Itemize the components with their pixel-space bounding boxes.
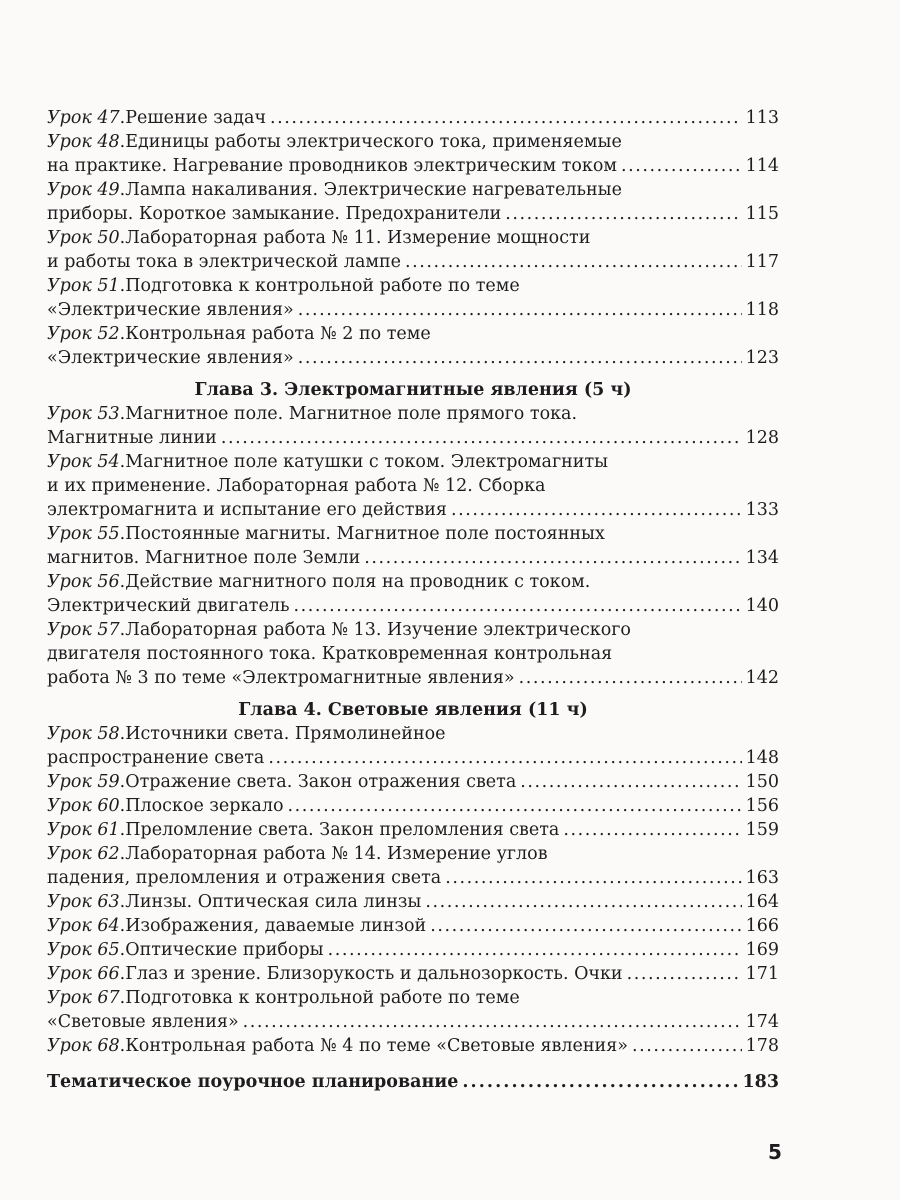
lesson-label-separator: . xyxy=(119,572,126,592)
lesson-title: Подготовка к контрольной работе по теме xyxy=(125,276,520,296)
lesson-label-separator: . xyxy=(119,916,126,936)
page-ref: 174 xyxy=(745,1012,779,1032)
toc-entry xyxy=(47,794,779,818)
lesson-title: Электрический двигатель xyxy=(47,596,290,616)
toc-entry xyxy=(47,618,779,690)
toc-entry xyxy=(47,450,779,522)
page-ref: 166 xyxy=(745,916,779,936)
lesson-label: Урок 54 xyxy=(47,452,120,472)
page-ref: 123 xyxy=(745,348,779,368)
toc-entry xyxy=(47,842,779,890)
page-ref: 148 xyxy=(745,748,779,768)
lesson-title: Глаз и зрение. Близорукость и дальнозоркость. Очки xyxy=(125,964,623,984)
page-ref: 134 xyxy=(745,548,779,568)
toc-entry xyxy=(47,130,779,178)
lesson-label: Урок 55 xyxy=(47,524,120,544)
lesson-title: Постоянные магниты. Магнитное поле постоянных xyxy=(125,524,605,544)
toc-entry-line xyxy=(47,226,779,250)
lesson-label: Урок 59 xyxy=(47,772,120,792)
lesson-title: «Электрические явления» xyxy=(47,348,294,368)
dot-leader xyxy=(364,546,741,570)
toc-entry-line xyxy=(47,746,779,770)
lesson-title: Магнитные линии xyxy=(47,428,217,448)
toc-entry-line xyxy=(47,106,779,130)
lesson-label-separator: . xyxy=(119,940,126,960)
dot-leader xyxy=(627,962,742,986)
lesson-title: Изображения, даваемые линзой xyxy=(125,916,427,936)
lesson-title: «Световые явления» xyxy=(47,1012,239,1032)
lesson-label: Урок 53 xyxy=(47,404,120,424)
toc-entry-line xyxy=(47,986,779,1010)
toc-entry-line xyxy=(47,298,779,322)
page-ref: 115 xyxy=(745,204,779,224)
toc-entry-line xyxy=(47,570,779,594)
lesson-label: Урок 64 xyxy=(47,916,120,936)
toc-entry-line xyxy=(47,842,779,866)
toc-entry xyxy=(47,914,779,938)
dot-leader xyxy=(405,250,742,274)
lesson-title: Магнитное поле. Магнитное поле прямого тока. xyxy=(125,404,578,424)
chapter-heading: Глава 4. Световые явления (11 ч) xyxy=(238,700,588,720)
page-ref: 178 xyxy=(745,1036,779,1056)
lesson-title: электромагнита и испытание его действия xyxy=(47,500,447,520)
toc-entry-line xyxy=(47,914,779,938)
dot-leader xyxy=(519,666,742,690)
lesson-label-separator: . xyxy=(119,180,126,200)
dot-leader xyxy=(425,890,741,914)
toc-entry-line xyxy=(47,962,779,986)
toc-entry-line xyxy=(47,794,779,818)
toc-entry-line xyxy=(47,250,779,274)
lesson-title: Лабораторная работа № 13. Изучение электрического xyxy=(125,620,631,640)
lesson-label: Урок 56 xyxy=(47,572,120,592)
lesson-label-separator: . xyxy=(119,324,126,344)
toc-entry xyxy=(47,938,779,962)
lesson-title: Лабораторная работа № 14. Измерение углов xyxy=(125,844,548,864)
lesson-label-separator: . xyxy=(119,524,126,544)
lesson-title: двигателя постоянного тока. Кратковременная контрольная xyxy=(47,644,613,664)
lesson-label: Урок 47 xyxy=(47,108,120,128)
dot-leader xyxy=(462,1070,738,1094)
toc-entry-line xyxy=(47,274,779,298)
lesson-title: Магнитное поле катушки с током. Электромагниты xyxy=(125,452,609,472)
dot-leader xyxy=(505,202,741,226)
lesson-title: Лампа накаливания. Электрические нагревательные xyxy=(125,180,622,200)
lesson-label: Урок 57 xyxy=(47,620,120,640)
lesson-title: приборы. Короткое замыкание. Предохранители xyxy=(47,204,502,224)
lesson-label: Урок 52 xyxy=(47,324,120,344)
toc-entry xyxy=(47,274,779,322)
toc-entry xyxy=(47,986,779,1034)
lesson-title: Единицы работы электрического тока, применяемые xyxy=(125,132,622,152)
lesson-title: Оптические приборы xyxy=(125,940,324,960)
toc-entry-line xyxy=(47,322,779,346)
toc-entry xyxy=(47,522,779,570)
lesson-title: Решение задач xyxy=(125,108,267,128)
toc-entry-line xyxy=(47,770,779,794)
page-number: 5 xyxy=(768,1140,782,1164)
lesson-title: и работы тока в электрической лампе xyxy=(47,252,402,272)
lesson-label: Урок 62 xyxy=(47,844,120,864)
toc-entry-line xyxy=(47,130,779,154)
lesson-title: Лабораторная работа № 11. Измерение мощности xyxy=(125,228,591,248)
toc-entry-line xyxy=(47,474,779,498)
dot-leader xyxy=(430,914,741,938)
dot-leader xyxy=(268,746,741,770)
lesson-label: Урок 68 xyxy=(47,1036,120,1056)
page-ref: 140 xyxy=(745,596,779,616)
page-ref: 159 xyxy=(745,820,779,840)
toc-entry xyxy=(47,226,779,274)
lesson-label: Урок 51 xyxy=(47,276,120,296)
lesson-title: и их применение. Лабораторная работа № 12. Сборка xyxy=(47,476,546,496)
lesson-label-separator: . xyxy=(119,796,126,816)
lesson-title: распространение света xyxy=(47,748,265,768)
toc-entry-line xyxy=(47,866,779,890)
dot-leader xyxy=(328,938,742,962)
lesson-title: Контрольная работа № 2 по теме xyxy=(125,324,431,344)
lesson-label-separator: . xyxy=(119,452,126,472)
page-ref: 169 xyxy=(745,940,779,960)
lesson-label-separator: . xyxy=(119,620,126,640)
dot-leader xyxy=(298,346,742,370)
lesson-title: Контрольная работа № 4 по теме «Световые явления» xyxy=(125,1036,628,1056)
lesson-label: Урок 49 xyxy=(47,180,120,200)
toc-entry-line xyxy=(47,522,779,546)
toc-entry xyxy=(47,722,779,770)
toc-entry-line xyxy=(47,346,779,370)
toc-entry-line xyxy=(47,890,779,914)
lesson-label-separator: . xyxy=(119,964,126,984)
dot-leader xyxy=(243,1010,742,1034)
lesson-title: Источники света. Прямолинейное xyxy=(125,724,446,744)
toc-entry-line xyxy=(47,722,779,746)
dot-leader xyxy=(632,1034,742,1058)
dot-leader xyxy=(445,866,741,890)
lesson-label-separator: . xyxy=(119,108,126,128)
lesson-label: Урок 48 xyxy=(47,132,120,152)
toc-entry xyxy=(47,890,779,914)
lesson-label: Урок 61 xyxy=(47,820,120,840)
page-ref: 164 xyxy=(745,892,779,912)
toc-entry-line xyxy=(47,1034,779,1058)
lesson-title: падения, преломления и отражения света xyxy=(47,868,442,888)
page-ref: 117 xyxy=(745,252,779,272)
page-ref: 156 xyxy=(745,796,779,816)
toc-entry xyxy=(47,178,779,226)
lesson-label: Урок 60 xyxy=(47,796,120,816)
lesson-title: Линзы. Оптическая сила линзы xyxy=(125,892,422,912)
toc-entry-line xyxy=(47,938,779,962)
toc-entry xyxy=(47,106,779,130)
dot-leader xyxy=(563,818,741,842)
lesson-label-separator: . xyxy=(119,844,126,864)
page-ref: 113 xyxy=(745,108,779,128)
dot-leader xyxy=(221,426,742,450)
final-title: Тематическое поурочное планирование xyxy=(47,1072,459,1092)
toc-entry xyxy=(47,962,779,986)
toc-entry-line xyxy=(47,402,779,426)
lesson-label-separator: . xyxy=(119,132,126,152)
lesson-label: Урок 65 xyxy=(47,940,120,960)
dot-leader xyxy=(520,770,741,794)
toc-entry xyxy=(47,818,779,842)
lesson-label-separator: . xyxy=(119,276,126,296)
chapter-heading: Глава 3. Электромагнитные явления (5 ч) xyxy=(194,380,632,400)
lesson-label-separator: . xyxy=(119,988,126,1008)
lesson-label: Урок 67 xyxy=(47,988,120,1008)
toc-entry-line xyxy=(47,594,779,618)
lesson-title: «Электрические явления» xyxy=(47,300,294,320)
lesson-label-separator: . xyxy=(119,820,126,840)
dot-leader xyxy=(621,154,742,178)
dot-leader xyxy=(451,498,742,522)
lesson-label-separator: . xyxy=(119,772,126,792)
toc-entry-line xyxy=(47,642,779,666)
toc-entry-line xyxy=(47,546,779,570)
toc-entry xyxy=(47,1034,779,1058)
toc-entry-line xyxy=(47,178,779,202)
lesson-label: Урок 63 xyxy=(47,892,120,912)
dot-leader xyxy=(288,794,742,818)
lesson-title: на практике. Нагревание проводников электрическим током xyxy=(47,156,617,176)
lesson-title: Отражение света. Закон отражения света xyxy=(125,772,517,792)
toc-entry-line xyxy=(47,450,779,474)
toc-entry xyxy=(47,570,779,618)
toc-entry-line xyxy=(47,666,779,690)
lesson-title: магнитов. Магнитное поле Земли xyxy=(47,548,361,568)
dot-leader xyxy=(270,106,742,130)
lesson-label: Урок 50 xyxy=(47,228,120,248)
page-ref: 183 xyxy=(742,1072,779,1092)
toc-entry xyxy=(47,402,779,450)
page-ref: 114 xyxy=(745,156,779,176)
lesson-title: Подготовка к контрольной работе по теме xyxy=(125,988,520,1008)
lesson-label: Урок 58 xyxy=(47,724,120,744)
toc-entry-line xyxy=(47,818,779,842)
page-ref: 163 xyxy=(745,868,779,888)
page-ref: 150 xyxy=(745,772,779,792)
dot-leader xyxy=(298,298,742,322)
toc-entry-line xyxy=(47,154,779,178)
toc-entry xyxy=(47,770,779,794)
lesson-label: Урок 66 xyxy=(47,964,120,984)
toc-entry-final xyxy=(47,1070,779,1094)
lesson-label-separator: . xyxy=(119,404,126,424)
lesson-title: Действие магнитного поля на проводник с током. xyxy=(125,572,591,592)
toc-entry-line xyxy=(47,426,779,450)
page-ref: 118 xyxy=(745,300,779,320)
toc-entry-line xyxy=(47,202,779,226)
toc-entry-line xyxy=(47,498,779,522)
lesson-label-separator: . xyxy=(119,1036,126,1056)
page-ref: 171 xyxy=(745,964,779,984)
lesson-label-separator: . xyxy=(119,724,126,744)
dot-leader xyxy=(293,594,741,618)
lesson-title: Плоское зеркало xyxy=(125,796,284,816)
page-ref: 128 xyxy=(745,428,779,448)
toc-entry xyxy=(47,322,779,370)
toc-entry-line xyxy=(47,618,779,642)
lesson-title: работа № 3 по теме «Электромагнитные явления» xyxy=(47,668,515,688)
page-ref: 133 xyxy=(745,500,779,520)
lesson-title: Преломление света. Закон преломления света xyxy=(125,820,560,840)
toc-entry-line xyxy=(47,1010,779,1034)
lesson-label-separator: . xyxy=(119,228,126,248)
lesson-label-separator: . xyxy=(119,892,126,912)
table-of-contents xyxy=(47,106,779,1094)
page-ref: 142 xyxy=(745,668,779,688)
